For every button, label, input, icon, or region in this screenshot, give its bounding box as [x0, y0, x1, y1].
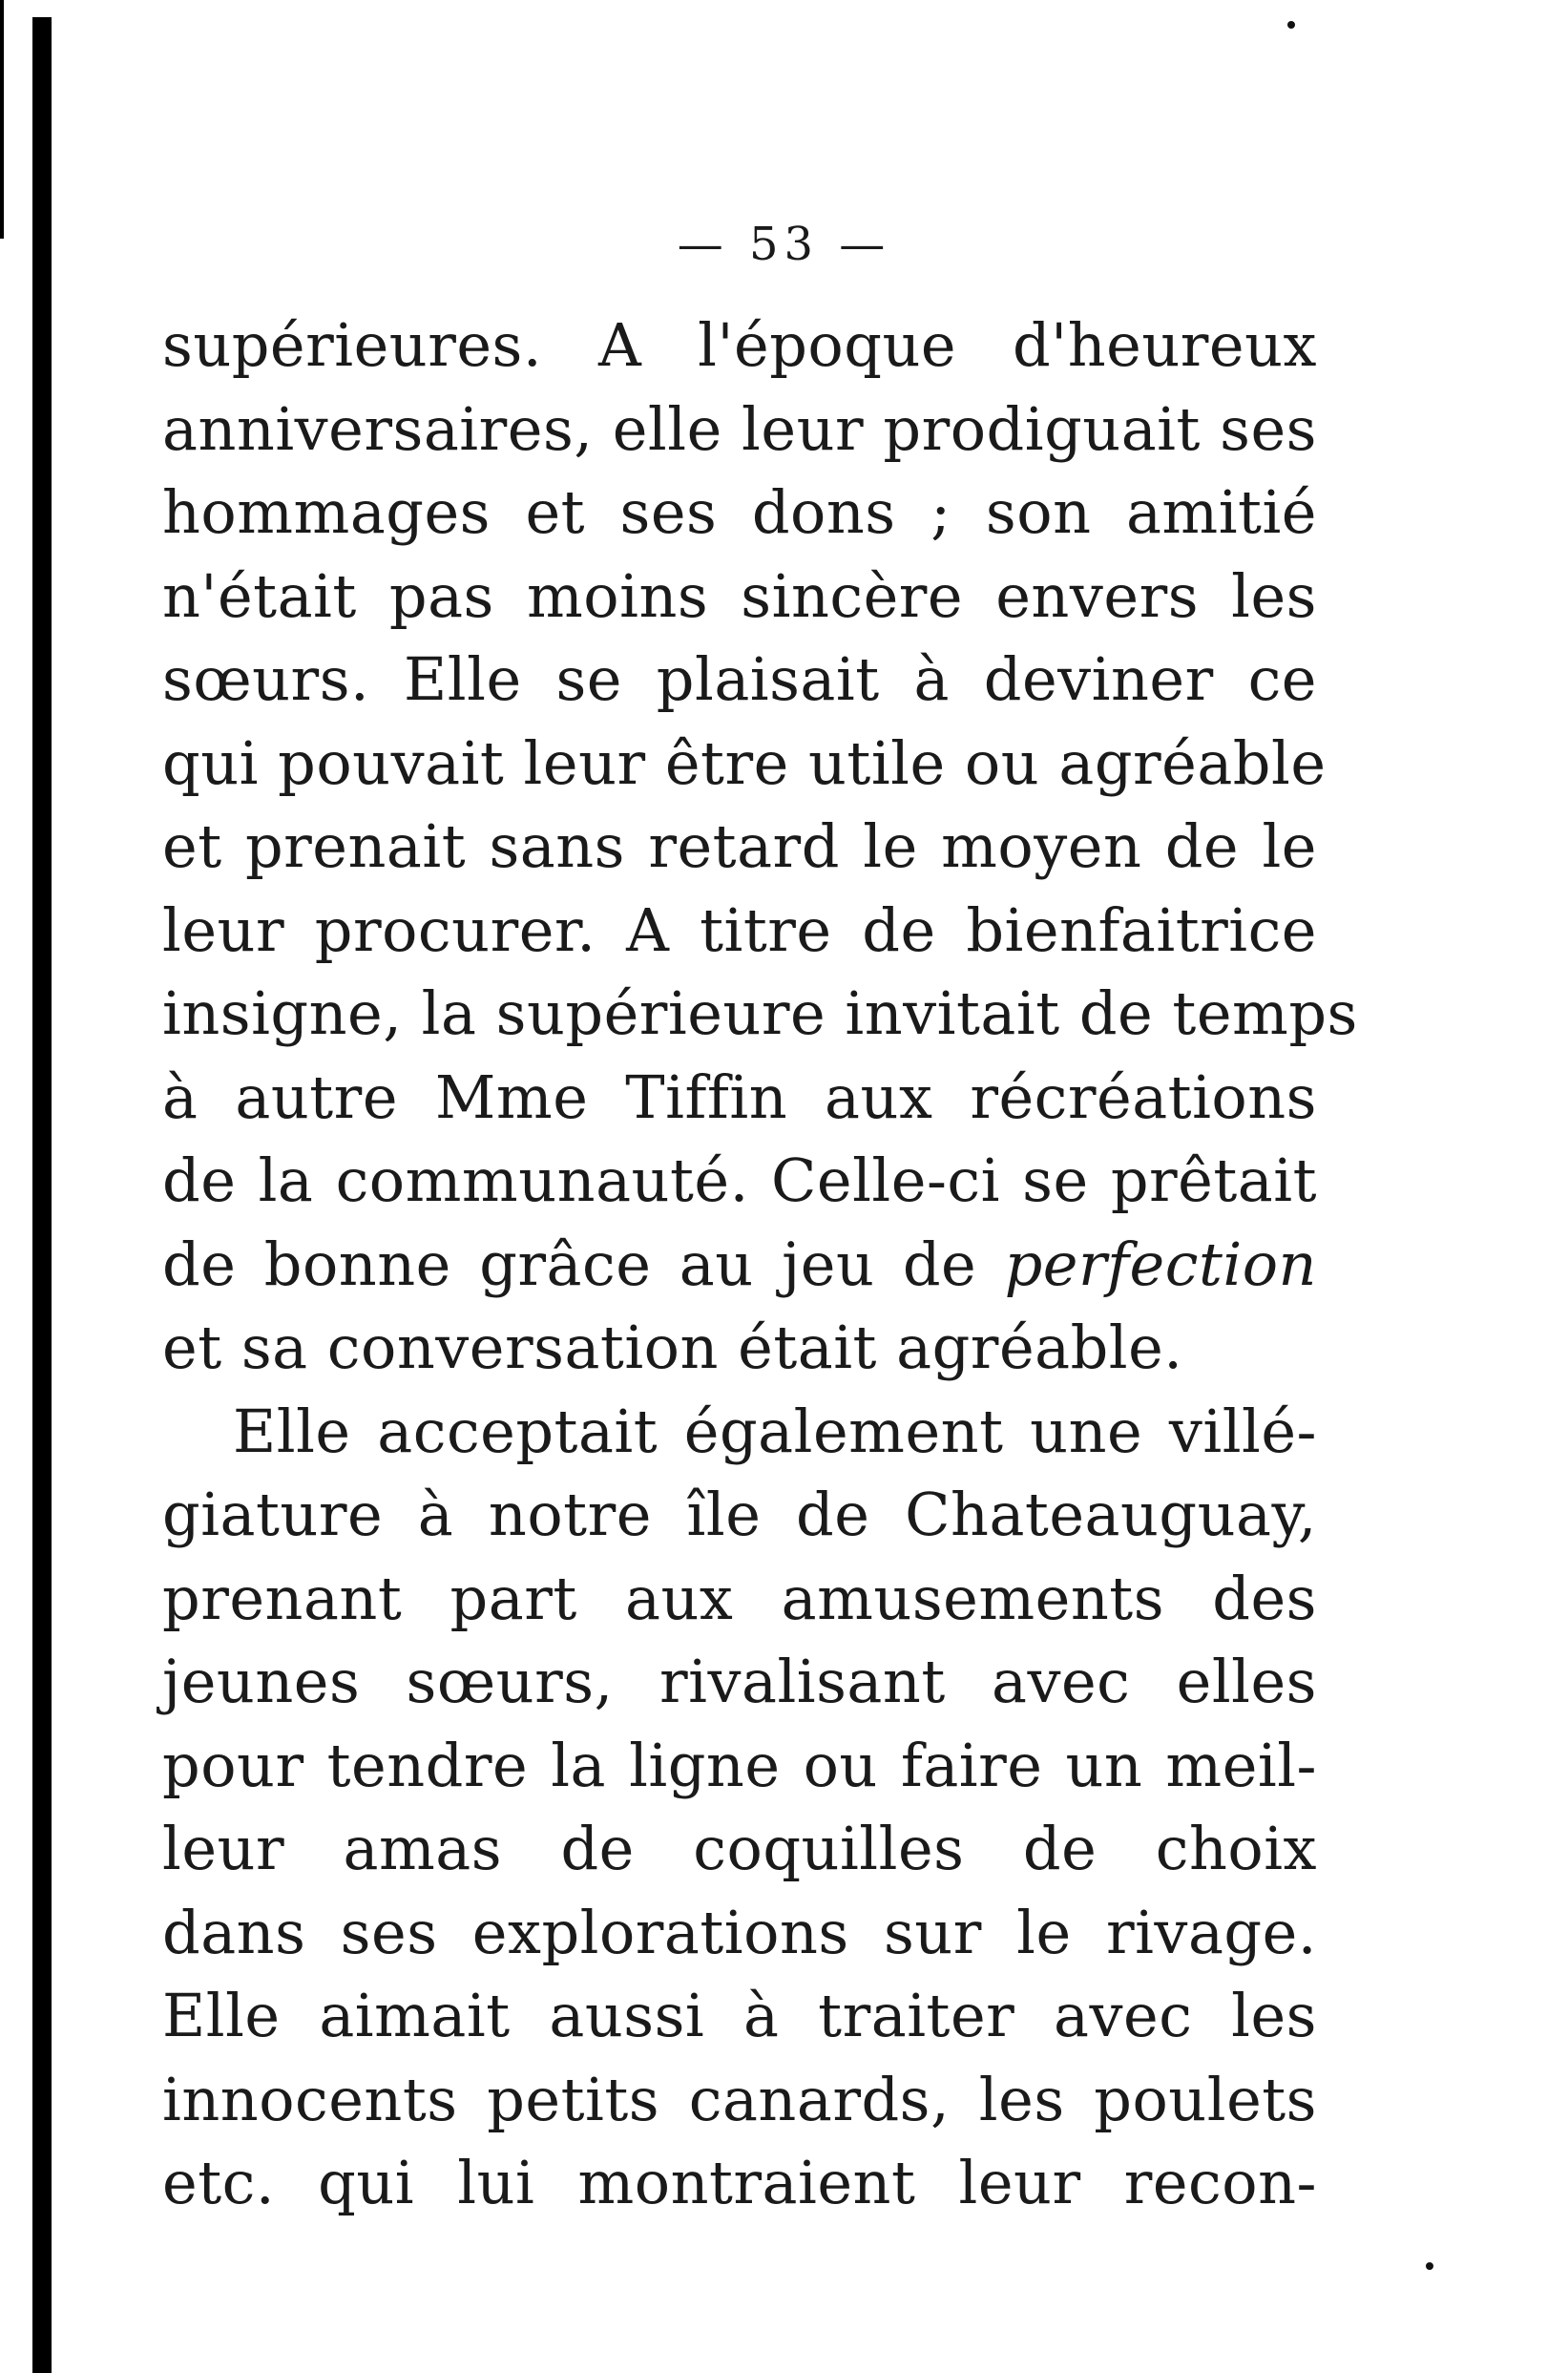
- binding-edge: [32, 17, 52, 2373]
- text-line: leur procurer. A titre de bienfaitrice: [162, 894, 1317, 965]
- text-line: sœurs. Elle se plaisait à deviner ce: [162, 644, 1317, 714]
- text-line: insigne, la supérieure invitait de temps: [162, 978, 1358, 1048]
- text-line: n'était pas moins sincère envers les: [162, 560, 1317, 631]
- text-line: dans ses explorations sur le rivage.: [162, 1897, 1317, 1967]
- text-line: leur amas de coquilles de choix: [162, 1814, 1317, 1883]
- text-line-with-italic: [162, 1223, 1317, 1307]
- text-line: giature à notre île de Chateauguay,: [162, 1480, 1317, 1549]
- text-line: etc. qui lui montraient leur recon-: [162, 2148, 1317, 2217]
- text-line: à autre Mme Tiffin aux récréations: [162, 1061, 1317, 1132]
- paragraph-end-line: et sa conversation était agréable.: [162, 1312, 1183, 1382]
- ink-speck: [1426, 2262, 1433, 2270]
- text-line: hommages et ses dons ; son amitié: [162, 477, 1317, 547]
- text-line: Elle aimait aussi à traiter avec les: [162, 1981, 1317, 2050]
- ink-speck: [1287, 21, 1295, 29]
- text-line: pour tendre la ligne ou faire un meil-: [162, 1730, 1317, 1800]
- text-line: jeunes sœurs, rivalisant avec elles: [162, 1647, 1317, 1716]
- body-text: [162, 304, 1358, 2225]
- page-number: — 53 —: [677, 218, 891, 271]
- text-line-start: de bonne grâce au jeu de: [162, 1228, 977, 1299]
- text-line: anniversaires, elle leur prodiguait ses: [162, 393, 1317, 464]
- text-line: et prenait sans retard le moyen de le: [162, 811, 1317, 881]
- text-line: qui pouvait leur être utile ou agréable: [162, 727, 1327, 798]
- text-line: de la communauté. Celle-ci se prêtait: [162, 1145, 1317, 1215]
- text-line: prenant part aux amusements des: [162, 1563, 1317, 1633]
- binding-line: [0, 0, 4, 239]
- italic-word: perfection: [1004, 1228, 1317, 1299]
- text-line: supérieures. A l'époque d'heureux: [162, 310, 1317, 380]
- paragraph-start-line: Elle acceptait également une villé-: [233, 1396, 1317, 1466]
- text-line: innocents petits canards, les poulets: [162, 2064, 1317, 2134]
